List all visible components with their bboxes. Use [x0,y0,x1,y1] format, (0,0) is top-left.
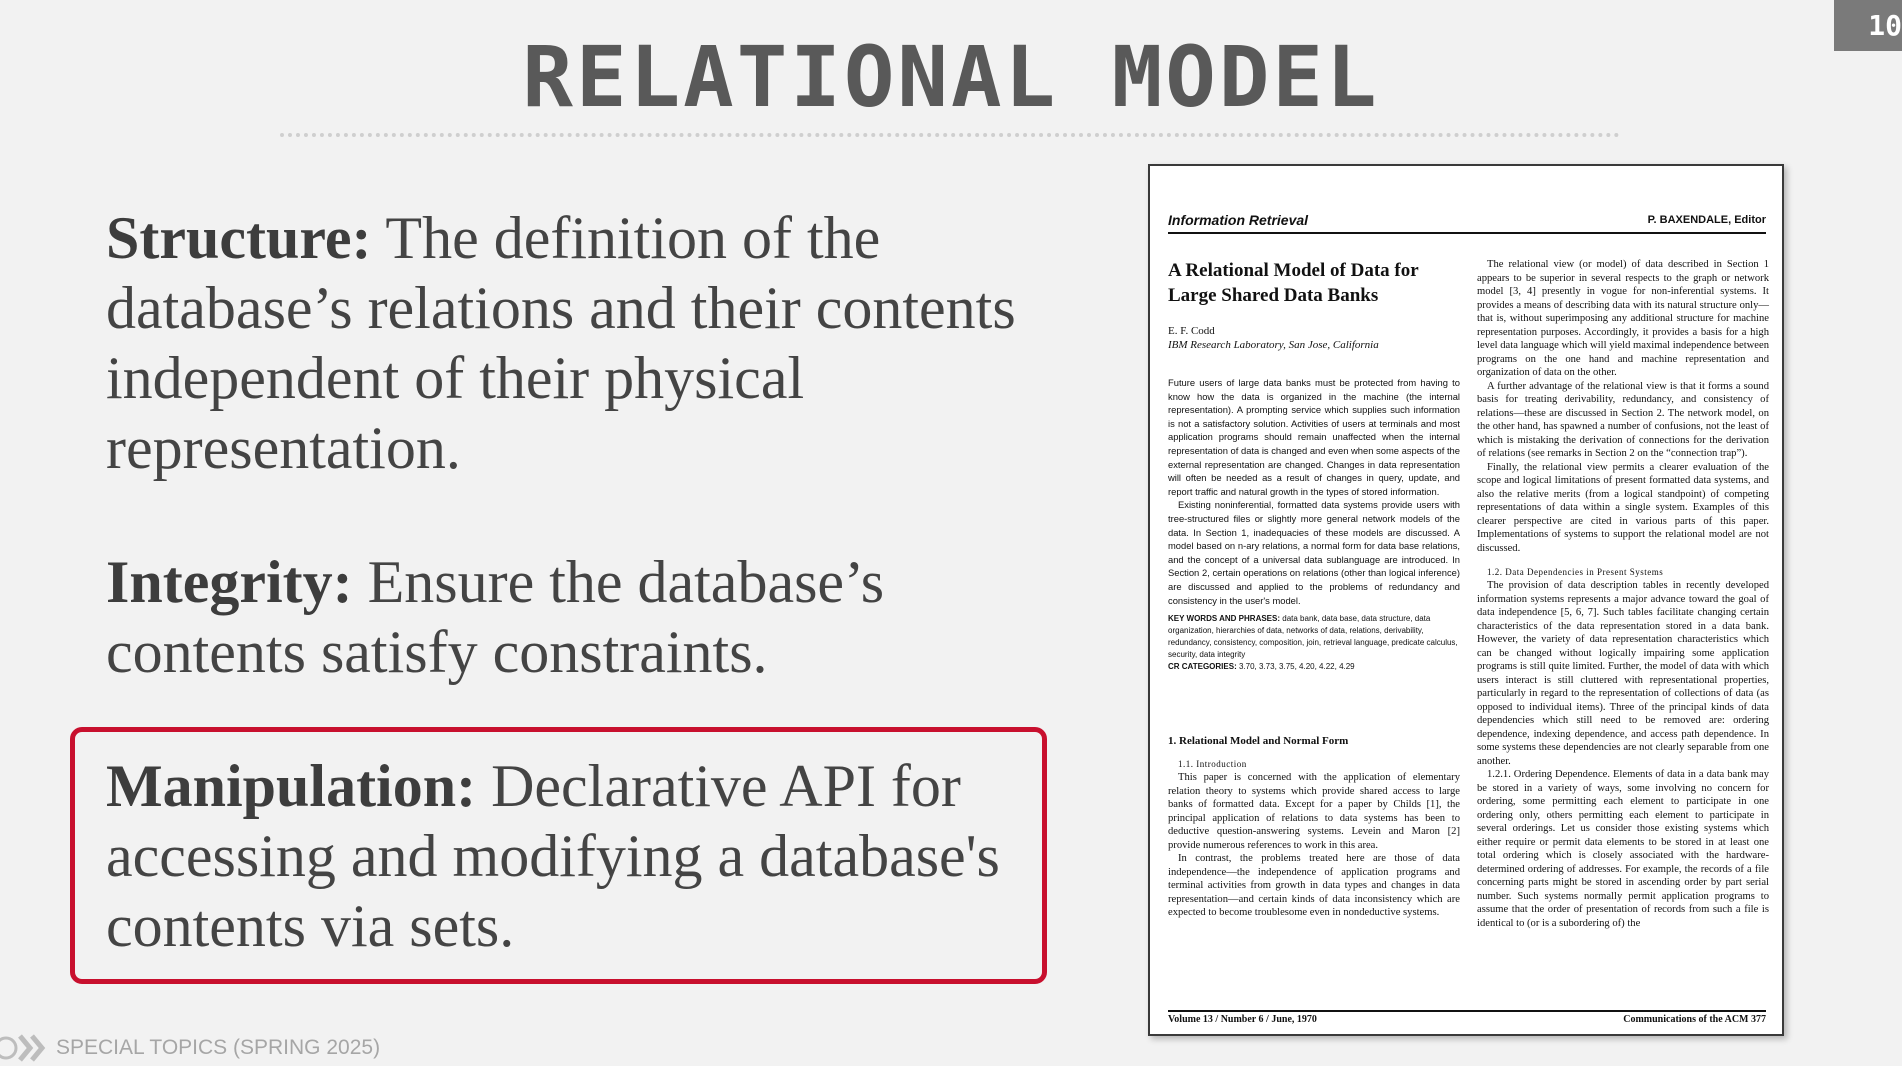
paper-footer [1168,1010,1766,1028]
paper-cr-categories: CR CATEGORIES: 3.70, 3.73, 3.75, 4.20, 4.22, 4.29 [1168,662,1355,672]
point-structure [106,203,1066,483]
paper-author: E. F. Codd [1168,325,1215,337]
paper-body-text: The provision of data description tables in recently developed information systems represents a major advance toward the goal of data independence [5, 6, 7]. Such tables facilitate changing certain characteristics of the data representation stored in a data bank. However, the variety of data representation characteristics which can be changed without logically impairing some application programs is still quite limited. Further, the model of data with which users interact is still cluttered with representational properties, particularly in regard to the representation of collections of data (as opposed to individual items). Three of the principal kinds of data dependencies which still need to be removed are: ordering dependence, indexing dependence, and access path dependence. In some systems these dependencies are not clearly separable from one another. 1.2.1. Ordering Dependence. Elements of data in a data bank may be stored in a variety of ways, some involving no concern for ordering, some permitting each element to participate in one ordering only, others permitting each element to participate in several orderings. Let us consider those existing systems which either require or permit data elements to be stored in at least one total ordering which is closely associated with the hardware-determined ordering of addresses. For example, the records of a file concerning parts might be stored in ascending order by part serial number. Such systems normally permit application programs to assume that the order of presentation of records from such a file is identical to (or is a subordering of) the [1477,580,1769,929]
paper-abstract [1168,376,1460,607]
paper-volume: Volume 13 / Number 6 / June, 1970 [1168,1014,1317,1025]
paper-journal-page: Communications of the ACM 377 [1623,1014,1766,1025]
paper-author-block [1168,324,1460,352]
paper-journal-section: Information Retrieval [1168,212,1309,228]
paper-subsection-heading: 1.2. Data Dependencies in Present Systems [1487,567,1664,577]
paper-body-text: The relational view (or model) of data described in Section 1 appears to be superior in several respects to the graph or network model [3, 4] presently in vogue for non-inferential systems. It provides a means of describing data with its natural structure only—that is, without superimposing any additional structure for machine representation purposes. Accordingly, it provides a basis for a high level data language which will yield maximal independence between programs on the one hand and machine representation and organization of data on the other. A further advantage of the relational view is that it forms a sound basis for treating derivability, redundancy, and consistency of relations—these are discussed in Section 2. The network model, on the other hand, has spawned a number of confusions, not the least of which is mistaking the derivation of connections for the derivation of relations (see remarks in Section 2 on the “connection trap”). Finally, the relational view permits a clearer evaluation of the scope and logical limitations of present formatted data systems, and also the relative merits (from a logical standpoint) of competing representations of data within a single system. Examples of this clearer perspective are cited in various parts of this paper. Implementations of systems to support the relational model are not discussed. [1477,259,1769,554]
point-text: The definition of the database’s relations and their contents independent of their physical representation. [106,205,1016,481]
point-text: Ensure the database’s contents satisfy constraints. [106,549,885,685]
footer-text: SPECIAL TOPICS (SPRING 2025) [56,1036,381,1059]
slide-number: 10 [1834,0,1902,51]
paper-affiliation: IBM Research Laboratory, San Jose, California [1168,339,1379,351]
course-logo-icon [0,1033,54,1063]
paper-image [1148,164,1784,1036]
paper-editor: P. BAXENDALE, Editor [1647,214,1766,226]
point-manipulation [106,751,1066,961]
paper-right-column [1477,258,1769,930]
paper-keywords: KEY WORDS AND PHRASES: data bank, data base, data structure, data organization, hierarchies of data, networks of data, relations, derivability, redundancy, consistency, composition, join, retrieval language, predicate calculus, security, data integrity [1168,614,1458,660]
abstract-paragraph: Future users of large data banks must be protected from having to know how the data is organized in the machine (the internal representation). A prompting service which supplies such information is not a satisfactory solution. Activities of users at terminals and most application programs should remain unaffected when the internal representation of data is changed and even when some aspects of the external representation are changed. Changes in data representation will often be needed as a result of changes in query, update, and report traffic and natural growth in the types of stored information. [1168,377,1460,497]
point-integrity [106,547,1066,687]
point-term: Integrity: [106,549,353,615]
paper-section-heading: 1. Relational Model and Normal Form [1168,735,1349,748]
abstract-paragraph: Existing noninferential, formatted data systems provide users with tree-structured files or slightly more general network models of the data. In Section 1, inadequacies of these models are discussed. A model based on n-ary relations, a normal form for data base relations, and the concept of a universal data sublanguage are introduced. In Section 2, certain operations on relations (other than logical inference) are discussed and applied to the problems of redundancy and consistency in the user's model. [1168,499,1460,606]
paper-left-column [1168,258,1460,920]
paper-title: A Relational Model of Data for Large Shared Data Banks [1168,260,1419,306]
point-term: Structure: [106,205,372,271]
paper-body-text: This paper is concerned with the application of elementary relation theory to systems which provide shared access to large banks of formatted data. Except for a paper by Childs [1], the principal application of relations to data systems has been to deductive question-answering systems. Levein and Maron [2] provide numerous references to work in this area. In contrast, the problems treated here are those of data independence—the independence of application programs and terminal activities from growth in data types and changes in data representation—and certain kinds of data inconsistency which are expected to become troublesome even in nondeductive systems. [1168,772,1460,919]
point-term: Manipulation: [106,753,477,819]
title-divider [280,133,1620,137]
slide-footer [0,1030,420,1066]
paper-subsection-heading: 1.1. Introduction [1178,759,1247,770]
point-text: Declarative API for accessing and modifying a database's contents via sets. [106,753,1000,959]
paper-header [1168,212,1766,234]
slide-title: RELATIONAL MODEL [522,28,1380,126]
